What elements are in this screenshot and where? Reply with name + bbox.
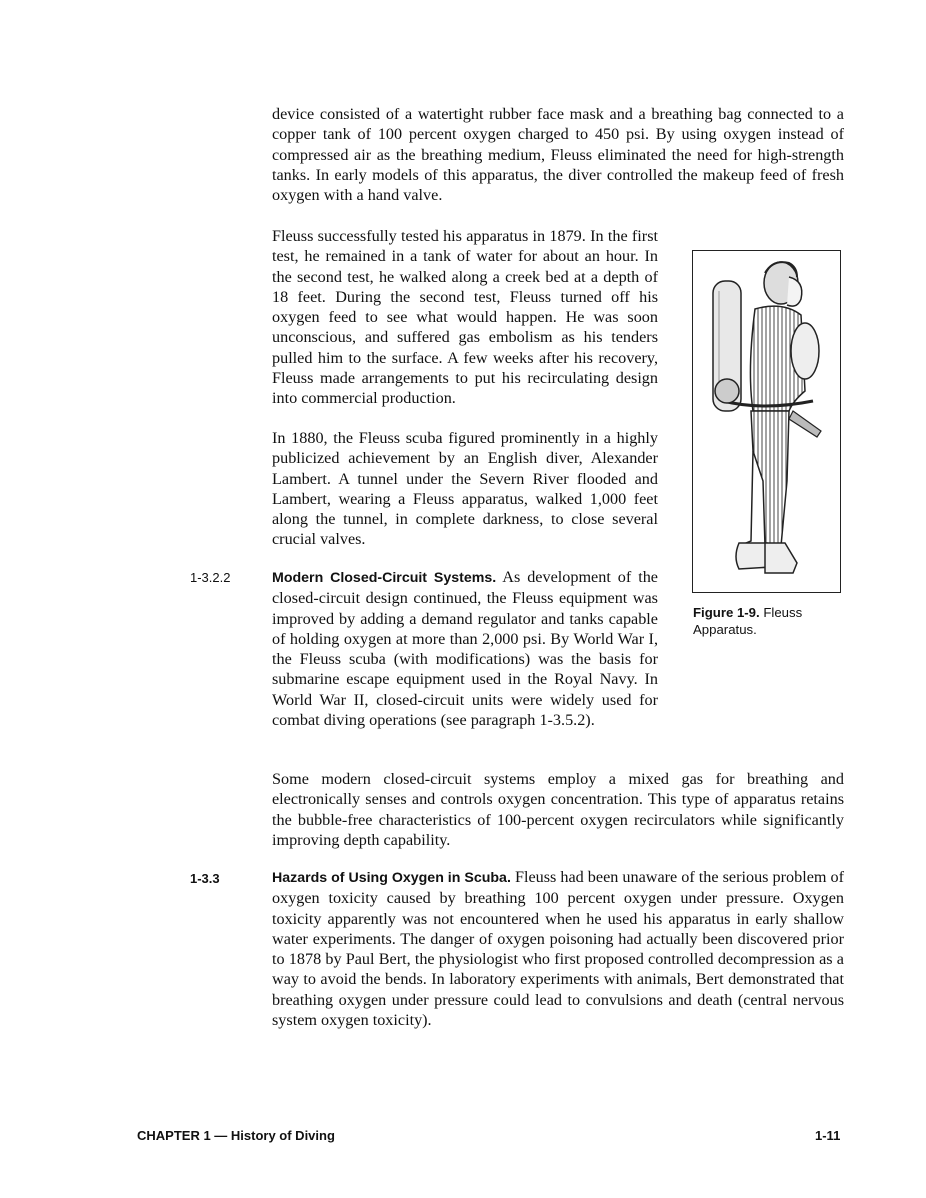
section-heading-modern-closed-circuit: Modern Closed-Circuit Systems. — [272, 570, 497, 586]
figure-caption — [693, 604, 843, 638]
footer-chapter-title: CHAPTER 1 — History of Diving — [137, 1128, 335, 1143]
section-body-oxygen-hazards: Fleuss had been unaware of the serious problem of oxygen toxicity caused by breathing 100 percent oxygen under pressure. Oxygen toxicity apparently was not encountered when he used his apparatus in early shallow water experiments. The danger of oxygen poisoning had actually been discovered prior to 1878 by Paul Bert, the physiologist who first proposed controlled decompression as a way to avoid the bends. In laboratory experiments with animals, Bert demonstrated that breathing oxygen under pressure could lead to convulsions and death (central nervous system oxygen toxicity). — [272, 868, 845, 1030]
section-heading-oxygen-hazards: Hazards of Using Oxygen in Scuba. — [272, 870, 511, 886]
paragraph-fleuss-tests: Fleuss successfully tested his apparatus in 1879. In the first test, he remained in a tank of water for about an hour. In the second test, he walked along a creek bed at a depth of 18 feet. During the second test, Fleuss turned off his oxygen feed to see what would happen. He was soon unconscious, and suffered gas embolism as his tenders pulled him to the surface. A few weeks after his recovery, Fleuss made arrangements to put his recirculating design into commercial production. — [272, 227, 658, 408]
fleuss-diver-illustration — [693, 251, 840, 592]
breathing-bag-shape — [791, 323, 819, 379]
paragraph-mask-description: device consisted of a watertight rubber face mask and a breathing bag connected to a copper tank of 100 percent oxygen charged to 450 psi. By using oxygen instead of compressed air as the breathing medium, Fleuss eliminated the need for high-strength tanks. In early models of this apparatus, the diver controlled the makeup feed of fresh oxygen with a hand valve. — [272, 105, 844, 205]
right-boot-shape — [765, 543, 797, 573]
section-body-modern-closed-circuit: As development of the closed-circuit design continued, the Fleuss equipment was improved by adding a demand regulator and tanks capable of holding oxygen at more than 2,000 psi. By World War I, the Fleuss scuba (with modifications) was the basis for submarine escape equipment used in the Royal Navy. In World War II, closed-circuit units were widely used for combat diving operations (see paragraph 1-3.5.2). — [272, 568, 658, 730]
paragraph-mixed-gas: Some modern closed-circuit systems employ a mixed gas for breathing and electronically senses and controls oxygen concentration. This type of apparatus retains the bubble-free characteristics of 100-percent oxygen recirculators while significantly improving depth capability. — [272, 770, 844, 849]
figure-frame — [692, 250, 841, 593]
figure-caption-text: Fleuss Apparatus. — [693, 605, 803, 637]
section-number-1-3-3: 1-3.3 — [190, 871, 220, 886]
section-number-1-3-2-2: 1-3.2.2 — [190, 570, 231, 585]
figure-label: Figure 1-9. — [693, 605, 760, 620]
face-mask-shape — [787, 277, 802, 306]
diver-legs-shape — [751, 411, 789, 546]
section-oxygen-hazards — [272, 867, 844, 1030]
paragraph-lambert: In 1880, the Fleuss scuba figured prominently in a highly publicized achievement by an English diver, Alexander Lambert. A tunnel under the Severn River flooded and Lambert, wearing a Fleuss apparatus, walked 1,000 feet along the tunnel, in complete darkness, to close several crucial valves. — [272, 429, 658, 549]
section-modern-closed-circuit — [272, 567, 658, 730]
footer-page-number: 1-11 — [815, 1128, 841, 1143]
